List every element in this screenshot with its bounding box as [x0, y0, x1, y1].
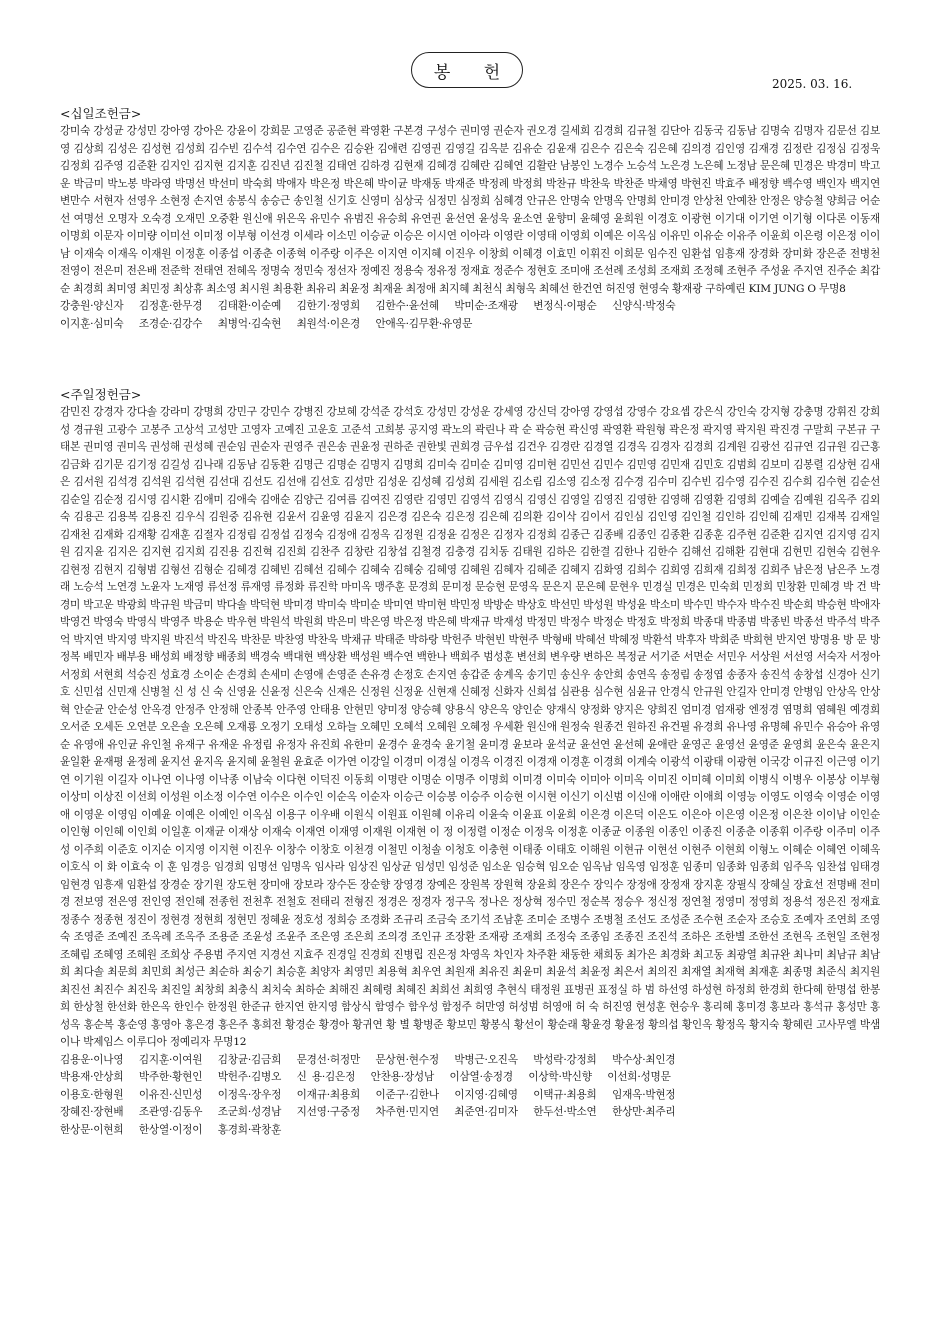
date-label: 2025. 03. 16. — [772, 77, 853, 91]
tithe-names: 강미숙 강성균 강성민 강아영 강아은 강윤이 강희문 고영준 공준현 곽영환 구본경 구성수 권미영 권순자 권오경 길세희 김경희 김규철 김단아 김동국 김동남 김명숙 김명자 김문선 김보영 김상희 김성은 김성현 김성희 김수빈 김수석 김수연 김수은 김승완 김애련 김영권 김영길 김옥분 김유순 김윤재 김은수 김은숙 김은혜 김의경 김인영 김재경 김정란 김정심 김정욱 김정희 김주영 김준환 김지인 김지현 김지훈 김진년 김진철 김태연 김하경 김현재 김혜경 김혜란 김혜연 김활란 남봉인 노경수 노승석 노은경 노은혜 노정남 문은혜 민경은 박경미 박고운 박금미 박노봉 박라영 박명선 박선미 박숙희 박애자 박은정 박은혜 박이균 박재동 박재준 박정례 박정희 박찬규 박찬욱 박찬준 박채영 박현진 박효주 배정향 백수영 백인자 백지연 변만수 서현자 선영우 소현정 손지연 송봉식 송승근 송인철 신기호 신영미 심상국 심정민 심정희 심혜경 안규은 안명숙 안명옥 안명희 안미경 안상천 안예찬 안정은 양승철 양희금 어순선 여명선 오명자 오숙경 오재민 오중환 원신애 위은옥 유민수 유범진 유승희 유연권 윤선연 윤성욱 윤소연 윤향미 윤혜영 윤희원 이경호 이광현 이기대 이기연 이기형 이다론 이동재 이명희 이문자 이미량 이미선 이미정 이부형 이선경 이세라 이소민 이승균 이승은 이시연 이아라 이영란 이영태 이영희 이예은 이옥심 이유민 이유순 이유주 이윤희 이은령 이은정 이이남 이재숙 이재옥 이재원 이정훈 이종섭 이종춘 이종혁 이주랑 이주은 이지연 이지혜 이진우 이창희 이혜경 이효민 이휘진 이희문 임수진 임환섭 임흥재 장경화 장미화 장은준 전병천 전영이 전은미 전은배 전준학 전태연 전혜옥 정명숙 정민숙 정선자 정예진 정용숙 정유정 정재효 정준수 정현호 조미애 조선례 조성희 조재희 조정혜 조현주 주성윤 주지연 진주순 최갑순 최경희 최미영 최민정 최상휴 최소영 최시원 최용환 최유리 최윤정 최재윤 최정애 최지혜 최천식 최형옥 최혜선 한건연 허진영 현영숙 황재광 구하예린 KIM JUNG O 무명8 — [60, 125, 884, 295]
sunday-offering-section — [60, 386, 884, 1139]
sunday-offering-family-names: 김용운·이나영 김지훈·이여원 김창균·김금희 문경선·허정만 문상현·현수정 박병근·오진옥 박성락·강정희 박수상·최인경 박용재·안상희 박주한·황현인 박헌주·김병오 신 용·김은정 안찬용·장성남 이삼열·송정경 이상학·박신향 이선희·성명문 이용호·한형원 이유진·신민성 이정옥·장우정 이재규·최용희 이준구·김한나 이지영·김혜영 이택규·최용희 임재옥·박현정 장혜진·장현배 조관영·김동우 조군희·성경남 지선영·구중정 차주현·민지연 최준연·김미자 한두선·박소연 한상만·최주리 한상문·이현희 한상열·이정이 홍경희·곽창훈 — [60, 1053, 676, 1136]
sunday-offering-heading: <주일정헌금> — [60, 387, 142, 402]
tithe-section — [60, 105, 884, 333]
sunday-offering-names: 감민진 강경자 강다솔 강라미 강명희 강민구 강민수 강병진 강보혜 강석준 강석호 강성민 강성운 강세영 강신덕 강아영 강영섭 강영수 강요셉 강은식 강인숙 강지형 강충명 강휘진 강희성 경규원 고광수 고봉주 고상석 고성만 고영자 고예진 고운호 고준석 고희봉 공지영 곽노의 곽린나 곽 순 곽승현 곽신영 곽영환 곽원형 곽은정 곽지영 곽지원 곽진경 구말희 구본규 구태본 권미영 권미옥 권성해 권성혜 권순임 권순자 권영주 권은송 권윤정 권하준 권한빛 권희경 금우섭 김건우 김경란 김경열 김경옥 김경자 김경희 김계원 김광선 김규연 김규원 김근홍 김금화 김기문 김기정 김길성 김나래 김동남 김동환 김명근 김명순 김명지 김명희 김미숙 김미순 김미영 김미현 김민선 김민수 김민영 김민재 김민호 김범희 김보미 김봉렬 김상현 김새은 김서원 김석경 김석원 김석현 김선대 김선도 김선애 김선호 김성만 김성운 김성혜 김성희 김세원 김소림 김소영 김소정 김수경 김수미 김수빈 김수영 김수진 김수희 김수현 김순선 김순일 김순정 김시영 김시환 김애미 김애숙 김애순 김양근 김여름 김여진 김영란 김영민 김영석 김영식 김영신 김영일 김영진 김영한 김영해 김영환 김영희 김예슬 김예원 김옥주 김외숙 김용곤 김용복 김용진 김우식 김원중 김유현 김윤서 김윤영 김윤지 김은경 김은숙 김은정 김은혜 김의환 김이삭 김이서 김인심 김인영 김인철 김인하 김인혜 김재민 김재복 김재일 김재천 김재화 김재황 김재훈 김절자 김정림 김정섭 김정숙 김정애 김정옥 김정원 김정윤 김정은 김정자 김정희 김종근 김종배 김종인 김종환 김종훈 김주현 김준환 김지연 김지영 김지원 김지윤 김지은 김지현 김지희 김진용 김진혁 김진희 김찬주 김창란 김창섭 김철경 김충경 김치동 김태원 김하은 김한결 김한나 김한수 김해선 김해환 김현대 김현민 김현숙 김현우 김현정 김현지 김형범 김형선 김형순 김혜경 김혜빈 김혜선 김혜수 김혜숙 김혜숭 김혜영 김혜원 김혜자 김혜준 김혜지 김화영 김희수 김희영 김희재 김희정 김희주 남은정 남은주 노경래 노승석 노연경 노윤자 노재영 류선정 류재영 류정화 류진학 마미옥 맹주훈 문경희 문미정 문승현 문영옥 문은지 문은혜 문현우 민경실 민경은 민숙희 민정희 민창환 민혜경 박 건 박경미 박고운 박광희 박규원 박금미 박다솔 박덕현 박미경 박미숙 박미순 박미연 박미현 박민정 박방순 박상호 박선민 박성원 박성윤 박소미 박수민 박수자 박수진 박순희 박승현 박애자 박영건 박영숙 박영식 박영주 박용순 박우현 박원석 박원희 박은미 박은영 박은정 박은혜 박재규 박재성 박정민 박정수 박정순 박정호 박정희 박종대 박종범 박종빈 박종선 박주석 박주억 박지연 박지영 박지원 박진석 박진옥 박찬문 박찬영 박찬욱 박채규 박태준 박하랑 박헌주 박현빈 박현주 박형배 박혜선 박혜정 박환석 박후자 박희준 박희현 반지연 방명용 방 문 방정복 배민자 배부용 배성희 배정향 배종희 백경숙 백대현 백상환 백성원 백수연 백한나 백희주 범성훈 변선희 변우량 변하은 복정균 서기준 서면순 서민우 서상원 서선영 서숙자 서정아 서정희 서현희 석승진 성효경 소이순 손경희 손세미 손영애 손영준 손유경 손정호 손지연 송갑준 송계옥 송기민 송신우 송안희 송연옥 송정림 송정엽 송종자 송진석 송창섭 신경아 신기호 신민섭 신민재 신병철 신 성 신 숙 신영윤 신윤정 신은숙 신재은 신정원 신정윤 신현재 신혜정 신화자 신희섭 심관용 심수현 심윤규 안경식 안규원 안길자 안미경 안병임 안상옥 안상혁 안순균 안순성 안옥경 안정주 안정해 안종복 안주영 안태용 안현민 양미정 양승혜 양용식 양은옥 양인순 양재식 양정화 양지은 양희진 엄미경 엄재광 엔정경 염명희 염혜원 예경희 오서준 오세돈 오연분 오은솔 오은혜 오재룡 오정기 오태성 오하늘 오혜민 오혜석 오혜원 오혜정 우세환 원신애 원정숙 원종건 원하진 유건필 유경희 유나영 유명혜 유민수 유승아 유영순 유영애 유인균 유인철 유재구 유재운 유정림 유정자 유진희 유한미 윤경수 윤경숙 윤기철 윤미경 윤보라 윤석균 윤선연 윤선혜 윤애란 윤영곤 윤영선 윤영준 윤영희 윤은숙 윤은지 윤일환 윤재평 윤정례 윤지선 윤지옥 윤지혜 윤철원 윤효준 이가연 이강일 이경미 이경실 이경옥 이경진 이경재 이경훈 이경희 이계숙 이광석 이광태 이광현 이국강 이규진 이근영 이기연 이기원 이길자 이나연 이나영 이낙종 이남숙 이다현 이덕진 이동희 이명란 이명순 이명주 이명희 이미경 이미숙 이미아 이미옥 이미진 이미혜 이미희 이병식 이병우 이봉상 이부형 이상미 이상진 이선희 이성원 이소정 이수연 이수은 이수인 이순옥 이순자 이승근 이승봉 이승주 이승현 이시현 이신기 이신범 이신애 이애란 이애희 이영능 이영도 이영숙 이영순 이영애 이영운 이영임 이예윤 이예은 이예인 이옥심 이용구 이우배 이원식 이원표 이원혜 이유리 이윤숙 이윤표 이윤희 이은경 이은덕 이은도 이은아 이은영 이은정 이은찬 이이남 이인순 이인형 이인혜 이인희 이일훈 이재균 이재상 이재숙 이재연 이재영 이재원 이재현 이 정 이정렬 이정순 이정욱 이정훈 이종균 이종원 이종인 이종진 이종춘 이종휘 이주랑 이주미 이주성 이주희 이준호 이지순 이지영 이지현 이진우 이창수 이창호 이천경 이철민 이청솔 이청호 이충현 이태종 이태호 이해원 이현규 이현선 이현주 이현희 이형노 이혜순 이혜연 이혜옥 이호식 이 화 이효숙 이 훈 임경응 임경희 임명선 임명옥 임사라 임상진 임상균 임성민 임성준 임소운 임승혁 임오순 임옥남 임옥영 임정훈 임종미 임종화 임종희 임주옥 임찬섭 임태경 임현경 임흥재 임환섭 장경순 장기원 장도현 장미애 장보라 장수돈 장순향 장영경 장예은 장원복 장원혁 장윤희 장은수 장익수 장정애 장정재 장지훈 장필식 장혜실 장효선 전명배 전미경 전보영 전은영 전인영 전인혜 전종헌 전천후 전철호 전태리 전형진 정경은 정경자 정구옥 정나은 정상혁 정수민 정순복 정승우 정신정 정연철 정영미 정영희 정용석 정은진 정재효 정종수 정종현 정진이 정현경 정현희 정현민 정혜윤 정호성 정희승 조경화 조규리 조금숙 조기석 조남훈 조미순 조병수 조병철 조선도 조성준 조수현 조순자 조승호 조예자 조연희 조영숙 조영준 조예진 조옥례 조옥주 조용준 조윤성 조윤주 조은영 조은희 조의경 조인규 조장환 조재광 조재희 조정숙 조종임 조종진 조진석 조하은 조한별 조한선 조현옥 조현일 조현정 조혜림 조혜영 조혜원 조희상 주용범 주지연 지경선 지효주 진경일 진경희 진병립 진은정 차영옥 차인자 차주환 채동한 채희동 최가은 최경화 최고동 최광열 최규완 최나미 최남규 최남희 최다솔 최문희 최민희 최성근 최순하 최숭기 최승훈 최양자 최영민 최용혁 최우연 최원재 최유진 최윤미 최윤석 최윤정 최은서 최의진 최재열 최재혁 최재훈 최종명 최준식 최지원 최진선 최진수 최진욱 최진일 최창희 최충식 최치숙 최하순 최해진 최혜령 최혜진 최희선 최희영 추현식 태정원 표병권 표정실 하 범 하선영 하성현 하정희 한경희 한다혜 한명섭 한봉희 한상철 한선화 한은옥 한인수 한정원 한준규 한지연 한지영 함상식 함영수 함우성 함정주 허만영 허성범 허영애 허 숙 허진영 현성훈 현승우 홍리혜 홍미경 홍보라 홍석규 홍성만 홍성옥 홍순복 홍순영 홍영아 홍은경 홍은주 홍희전 황경순 황경아 황귀연 황 별 황병준 황보민 황봉식 황선이 황순래 황윤경 황윤정 황의섭 황인옥 황정옥 황지숙 황혜린 고사무엘 박샘이나 박제임스 이루디아 정예리자 무명12 — [60, 406, 884, 1048]
page-title: 봉 헌 — [411, 52, 523, 88]
tithe-family-names: 강충원·양신자 김정훈·한무경 김태환·이순예 김한기·정영희 김한수·윤선혜 박미순·조재광 변정식·이평순 신양식·박정숙 이지훈·심미숙 조경순·김강수 최병억·김숙현 최원석·이은경 안애옥·김무환·유영문 — [60, 300, 676, 330]
tithe-heading: <십일조헌금> — [60, 106, 142, 121]
